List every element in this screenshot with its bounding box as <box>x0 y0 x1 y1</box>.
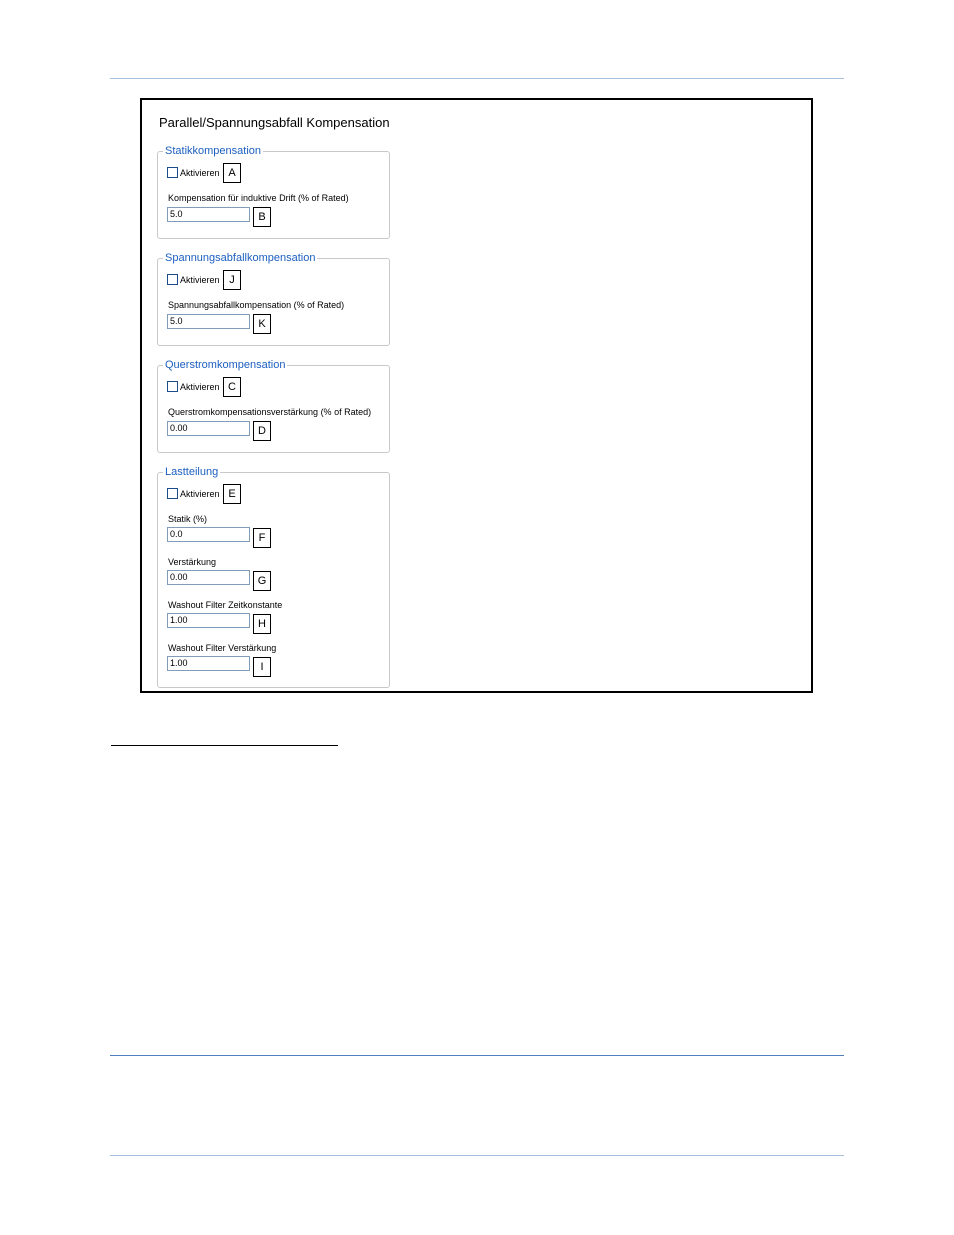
callout-label: J <box>223 270 241 290</box>
settings-panel <box>140 98 813 693</box>
enable-checkbox-row[interactable] <box>167 273 220 286</box>
callout-label: C <box>223 377 241 397</box>
callout-label: K <box>253 314 271 334</box>
callout-label: E <box>223 484 241 504</box>
callout-label: F <box>253 528 271 548</box>
value-input[interactable]: 0.00 <box>167 570 250 585</box>
callout-label: D <box>253 421 271 441</box>
enable-checkbox[interactable] <box>167 167 178 178</box>
field-label: Statik (%) <box>168 514 208 524</box>
enable-checkbox-label: Aktivieren <box>180 167 220 178</box>
callout-label: B <box>253 207 271 227</box>
group-lastteilung <box>157 466 390 688</box>
enable-checkbox-row[interactable] <box>167 487 220 500</box>
panel-title: Parallel/Spannungsabfall Kompensation <box>159 115 390 130</box>
value-input[interactable]: 1.00 <box>167 656 250 671</box>
enable-checkbox-label: Aktivieren <box>180 274 220 285</box>
footnote-rule <box>111 745 338 746</box>
callout-label: G <box>253 571 271 591</box>
enable-checkbox-label: Aktivieren <box>180 381 220 392</box>
bottom-rule <box>110 1155 844 1156</box>
footer-rule <box>110 1055 844 1056</box>
value-input[interactable]: 0.00 <box>167 421 250 436</box>
field-label: Verstärkung <box>168 557 217 567</box>
callout-label: A <box>223 163 241 183</box>
value-input[interactable]: 1.00 <box>167 613 250 628</box>
field-label: Washout Filter Verstärkung <box>168 643 277 653</box>
value-input[interactable]: 0.0 <box>167 527 250 542</box>
header-rule <box>110 78 844 79</box>
enable-checkbox-row[interactable] <box>167 380 220 393</box>
group-title: Querstromkompensation <box>165 359 286 371</box>
enable-checkbox-row[interactable] <box>167 166 220 179</box>
group-spannungsabfallkompensation <box>157 252 390 346</box>
field-label: Querstromkompensationsverstärkung (% of Rated) <box>168 407 372 417</box>
group-title: Lastteilung <box>165 466 219 478</box>
field-label: Spannungsabfallkompensation (% of Rated) <box>168 300 345 310</box>
enable-checkbox[interactable] <box>167 488 178 499</box>
group-title: Spannungsabfallkompensation <box>165 252 316 264</box>
group-statikkompensation <box>157 145 390 239</box>
enable-checkbox-label: Aktivieren <box>180 488 220 499</box>
callout-label: H <box>253 614 271 634</box>
enable-checkbox[interactable] <box>167 274 178 285</box>
field-label: Washout Filter Zeitkonstante <box>168 600 283 610</box>
enable-checkbox[interactable] <box>167 381 178 392</box>
group-title: Statikkompensation <box>165 145 261 157</box>
value-input[interactable]: 5.0 <box>167 207 250 222</box>
group-querstromkompensation <box>157 359 390 453</box>
field-label: Kompensation für induktive Drift (% of Rated) <box>168 193 349 203</box>
value-input[interactable]: 5.0 <box>167 314 250 329</box>
callout-label: I <box>253 657 271 677</box>
